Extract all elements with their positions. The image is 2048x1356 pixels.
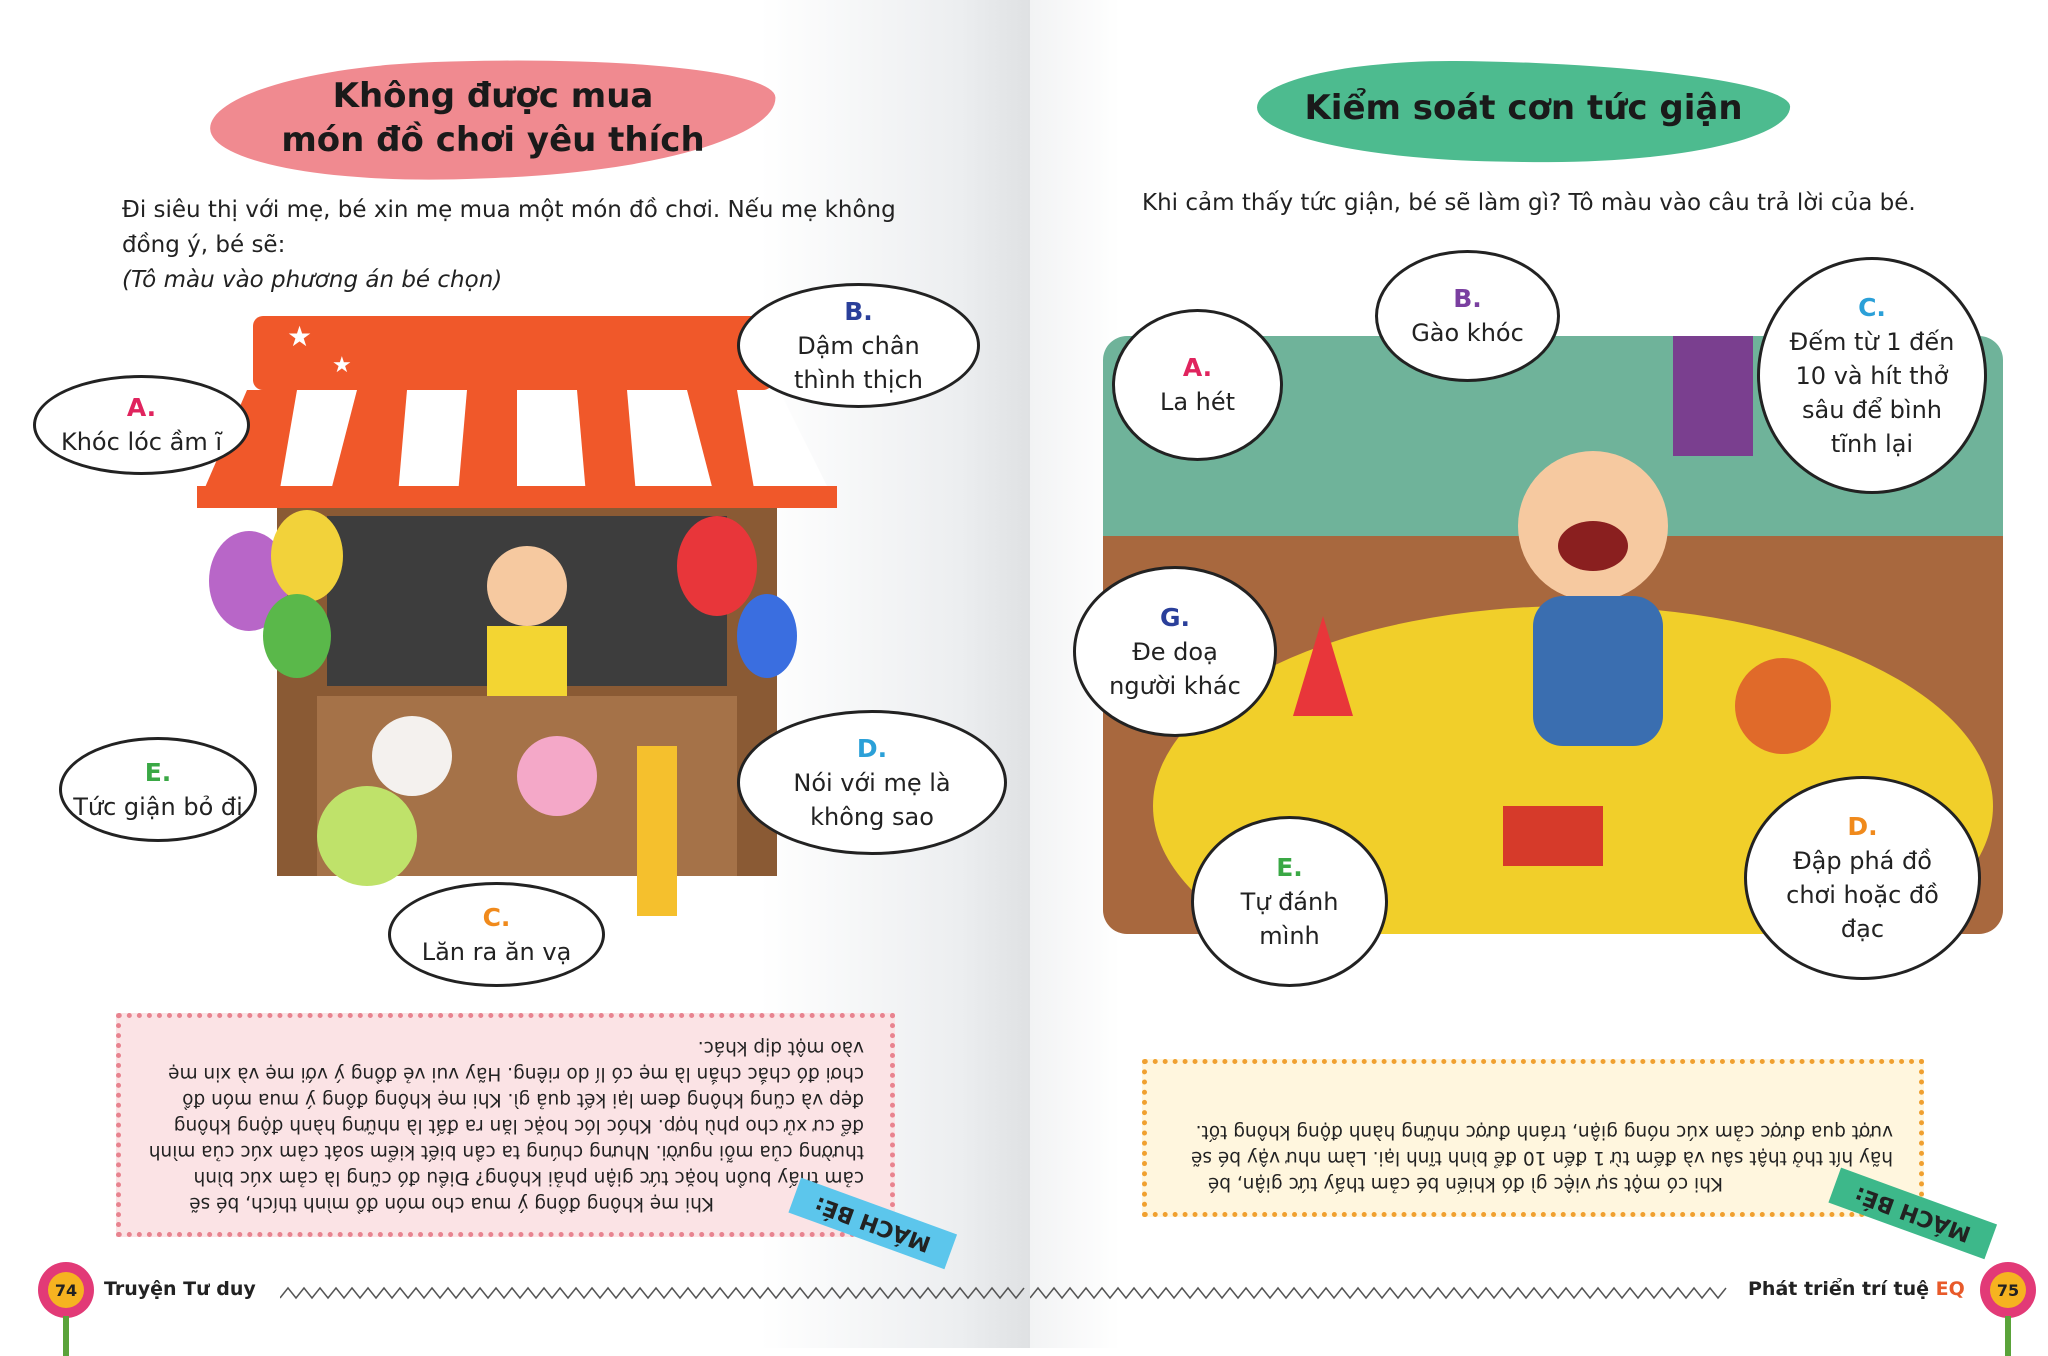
tip-box [116, 1013, 895, 1237]
option-b-bubble[interactable] [737, 283, 980, 408]
zigzag-divider [280, 1286, 1030, 1300]
footer-title: Truyện Tư duy [104, 1278, 256, 1300]
girl-mouth [1558, 521, 1628, 571]
option-letter: A. [1182, 353, 1213, 382]
drum [1503, 806, 1603, 866]
awning-top [253, 316, 773, 390]
flower-stem [63, 1316, 69, 1356]
tip-text: Khi có một sự việc gì đó khiến bé cảm thấy tức giận, bé hãy hít thở thật sâu và đếm từ 1 đến 10 để bình tĩnh lại. Làm như vậy bé sẽ vượt qua được cảm xúc nóng giận, tránh được những hành động không tốt. [1190, 1121, 1893, 1194]
option-text: Lăn ra ăn vạ [421, 937, 572, 966]
option-e-bubble[interactable] [59, 737, 257, 842]
title-line: Không được mua [332, 76, 654, 116]
option-text: Tự đánh mình [1240, 887, 1339, 950]
option-letter: D. [856, 733, 888, 763]
option-letter: E. [1276, 852, 1303, 882]
page-number: 75 [1990, 1272, 2026, 1308]
option-text: Nói với mẹ là không sao [793, 768, 951, 831]
option-letter: D. [1847, 812, 1878, 841]
option-letter: B. [844, 296, 873, 326]
page-title [210, 74, 776, 162]
basketball [1735, 658, 1831, 754]
option-text: Đập phá đồ chơi hoặc đồ đạc [1786, 847, 1939, 943]
option-text: Dậm chân thình thịch [793, 331, 924, 394]
tip-box [1142, 1059, 1924, 1217]
balloon [263, 594, 331, 678]
option-d-bubble[interactable] [1744, 776, 1981, 980]
flower-stem [2005, 1316, 2011, 1356]
balloon [677, 516, 757, 616]
intro-line: đồng ý, bé sẽ: [122, 232, 286, 258]
footer-title [1748, 1278, 1965, 1300]
intro-text: Khi cảm thấy tức giận, bé sẽ làm gì? Tô màu vào câu trả lời của bé. [1142, 190, 1916, 216]
option-letter: B. [1453, 284, 1482, 313]
star-icon: ★ [287, 320, 313, 353]
balloon [737, 594, 797, 678]
page-number-flower [38, 1262, 94, 1318]
option-text: Đếm từ 1 đến 10 và hít thở sâu để bình tĩnh lại [1789, 327, 1955, 458]
toy-shop-illustration [197, 316, 842, 921]
option-c-bubble[interactable] [1757, 257, 1987, 494]
option-d-bubble[interactable] [737, 710, 1007, 855]
option-text: Khóc lóc ầm ĩ [60, 428, 222, 456]
page-title: Kiểm soát cơn tức giận [1304, 88, 1743, 128]
option-text: La hét [1159, 388, 1236, 416]
tip-ribbon: MÁCH BÉ: [1829, 1168, 1997, 1259]
beach-ball [317, 786, 417, 886]
instruction: (Tô màu vào phương án bé chọn) [122, 267, 503, 293]
pig-toy [517, 736, 597, 816]
option-letter: A. [126, 393, 157, 422]
girl-overalls [1533, 596, 1663, 746]
option-text: Đe doạ người khác [1109, 637, 1241, 700]
footer-eq: EQ [1935, 1278, 1965, 1300]
option-a-bubble[interactable] [33, 375, 250, 475]
zigzag-line [280, 1288, 1024, 1298]
option-text: Tức giận bỏ đi [73, 792, 243, 821]
zigzag-line [1030, 1288, 1726, 1298]
intro-line: Đi siêu thị với mẹ, bé xin mẹ mua một món đồ chơi. Nếu mẹ không [122, 197, 896, 223]
option-letter: C. [1858, 292, 1886, 322]
tip-text: Khi mẹ không đồng ý mua cho món đồ mình thích, bé sẽ cảm thấy buồn hoặc tức giận phải không? Điều đó cũng là cảm xúc bình thường của mỗi người. Nhưng chúng ta cần biết kiểm soát cảm xúc của mình để cư xử cho phù hợp. Khóc lóc hoặc lăn ra đất là những hành động không đẹp và cũng không đem lại kết quả gì. Khi mẹ không đồng ý mua món đồ chơi đó chắc chắn là mẹ có lí do riêng. Hãy vui vẻ đồng ý với mẹ và xin mẹ vào một dịp khác. [148, 1037, 864, 1214]
curtain [1673, 336, 1753, 456]
star-icon: ★ [332, 353, 352, 378]
option-g-bubble[interactable] [1073, 566, 1277, 737]
option-letter: E. [144, 757, 172, 787]
right-page [1030, 0, 2048, 1348]
intro-text [122, 193, 942, 298]
option-c-bubble[interactable] [388, 882, 605, 987]
option-text: Gào khóc [1411, 319, 1524, 347]
shopkeeper [487, 546, 567, 626]
option-letter: C. [482, 902, 511, 932]
footer-title-text: Phát triển trí tuệ [1748, 1278, 1930, 1300]
option-e-bubble[interactable] [1191, 816, 1388, 987]
option-b-bubble[interactable] [1375, 250, 1560, 382]
option-a-bubble[interactable] [1112, 309, 1283, 461]
zigzag-divider [1030, 1286, 1730, 1300]
awning-base [197, 486, 837, 508]
left-page [0, 0, 1030, 1348]
option-letter: G. [1159, 602, 1191, 632]
page-number-flower [1980, 1262, 2036, 1318]
teddy-bear [372, 716, 452, 796]
balloon [271, 510, 343, 602]
tip-ribbon: MÁCH BÉ: [789, 1178, 957, 1269]
giraffe [637, 746, 677, 916]
page-number: 74 [48, 1272, 84, 1308]
title-line: món đồ chơi yêu thích [281, 120, 705, 160]
